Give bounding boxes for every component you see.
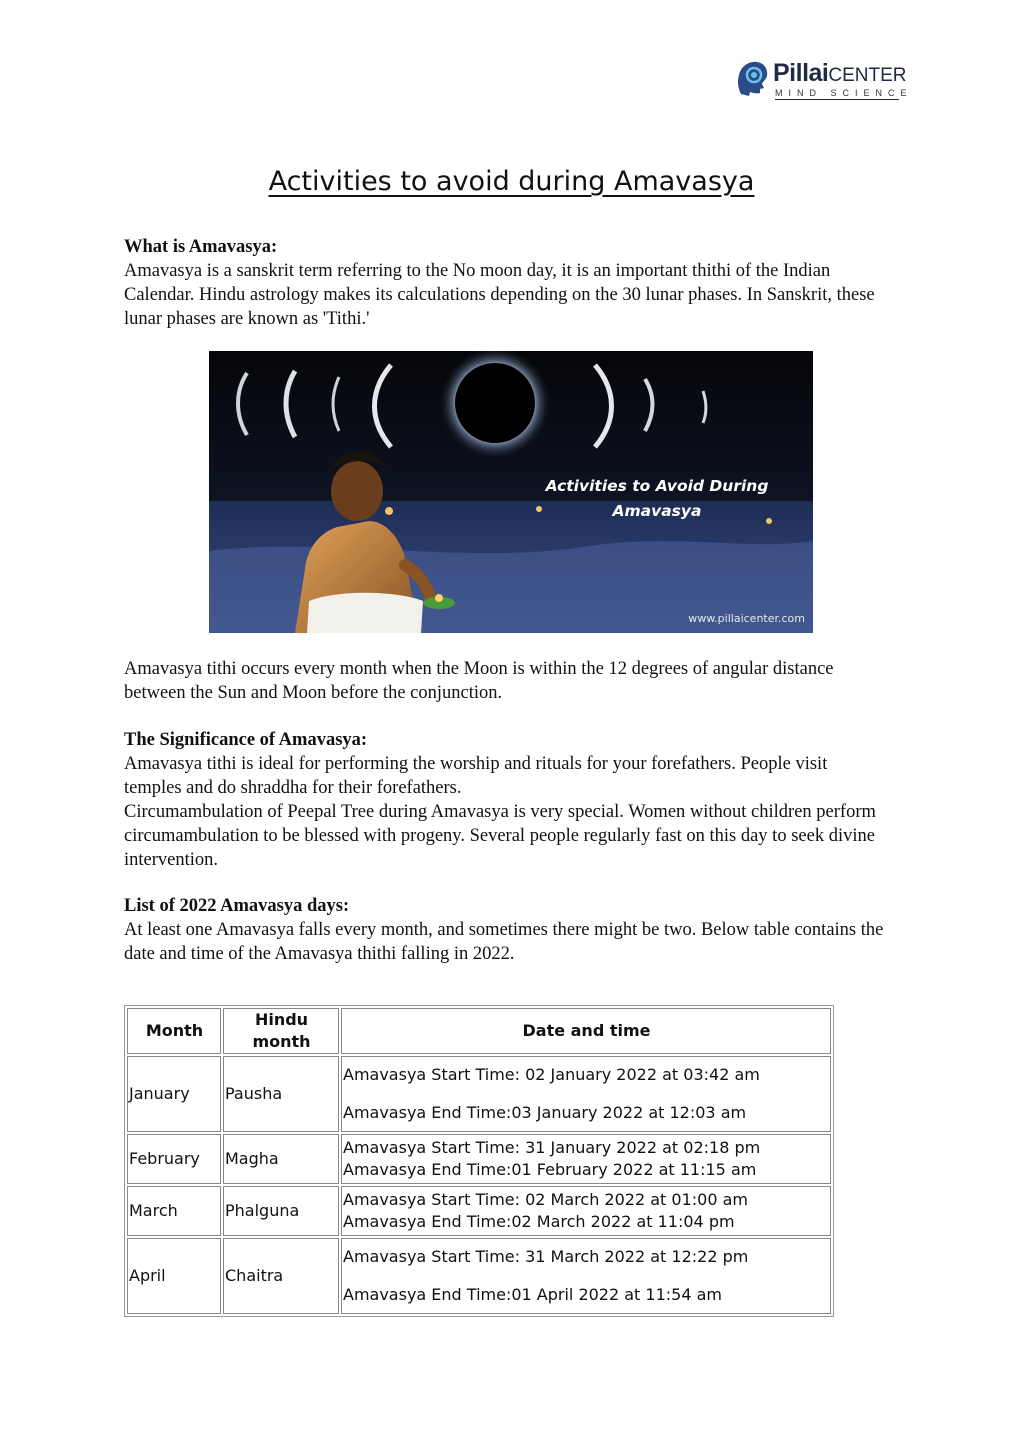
cell-hindu-month: Magha xyxy=(223,1134,339,1184)
occurs-section xyxy=(124,657,884,705)
list-2022-heading: List of 2022 Amavasya days: xyxy=(124,896,350,916)
hero-caption xyxy=(527,474,787,524)
logo-wordmark xyxy=(773,60,907,90)
start-time: Amavasya Start Time: 31 March 2022 at 12:22 pm xyxy=(343,1247,749,1266)
significance-section xyxy=(124,728,884,872)
cell-hindu-month: Phalguna xyxy=(223,1186,339,1236)
list-2022-body: At least one Amavasya falls every month, and sometimes there might be two. Below table contains the date and time of the Amavasya thithi falling in 2022. xyxy=(124,920,884,964)
what-is-section xyxy=(124,235,884,331)
table-row xyxy=(127,1238,831,1314)
cell-month: February xyxy=(127,1134,221,1184)
head-profile-icon xyxy=(735,58,769,98)
end-time: Amavasya End Time:03 January 2022 at 12:03 am xyxy=(343,1103,747,1122)
start-time: Amavasya Start Time: 31 January 2022 at 02:18 pm xyxy=(343,1138,761,1157)
hero-caption-line2: Amavasya xyxy=(612,502,702,520)
header-date-time: Date and time xyxy=(341,1008,831,1054)
cell-hindu-month: Chaitra xyxy=(223,1238,339,1314)
hero-caption-line1: Activities to Avoid During xyxy=(545,477,769,495)
significance-heading: The Significance of Amavasya: xyxy=(124,730,368,750)
what-is-heading: What is Amavasya: xyxy=(124,237,278,257)
cell-hindu-month: Pausha xyxy=(223,1056,339,1132)
header-hindu-month: Hindu month xyxy=(223,1008,339,1054)
occurs-body: Amavasya tithi occurs every month when the Moon is within the 12 degrees of angular distance between the Sun and Moon before the conjunction. xyxy=(124,659,834,703)
logo-brand-suffix: CENTER xyxy=(828,65,907,86)
significance-para1: Amavasya tithi is ideal for performing the worship and rituals for your forefathers. People visit temples and do shraddha for their forefathers. xyxy=(124,754,828,798)
hero-url: www.pillaicenter.com xyxy=(688,612,805,625)
significance-para2: Circumambulation of Peepal Tree during Amavasya is very special. Women without children perform circumambulation to be blessed with progeny. Several people regularly fast on this day to seek divine intervention. xyxy=(124,802,876,870)
table-header-row xyxy=(127,1008,831,1054)
logo-tagline: MIND SCIENCE xyxy=(775,88,913,98)
pillai-center-logo xyxy=(735,58,913,104)
cell-date-time xyxy=(341,1186,831,1236)
start-time: Amavasya Start Time: 02 March 2022 at 01:00 am xyxy=(343,1190,748,1209)
cell-month: April xyxy=(127,1238,221,1314)
cell-month: March xyxy=(127,1186,221,1236)
header-month: Month xyxy=(127,1008,221,1054)
amavasya-2022-table xyxy=(124,1005,834,1317)
cell-date-time xyxy=(341,1238,831,1314)
end-time: Amavasya End Time:01 April 2022 at 11:54 am xyxy=(343,1285,722,1304)
list-2022-section xyxy=(124,894,884,966)
hero-image xyxy=(209,351,813,633)
logo-brand: Pillai xyxy=(773,59,829,87)
table-row xyxy=(127,1186,831,1236)
start-time: Amavasya Start Time: 02 January 2022 at 03:42 am xyxy=(343,1065,760,1084)
table-row xyxy=(127,1056,831,1132)
cell-date-time xyxy=(341,1056,831,1132)
table-row xyxy=(127,1134,831,1184)
page-title: Activities to avoid during Amavasya xyxy=(268,166,755,197)
cell-month: January xyxy=(127,1056,221,1132)
cell-date-time xyxy=(341,1134,831,1184)
what-is-body: Amavasya is a sanskrit term referring to the No moon day, it is an important thithi of the Indian Calendar. Hindu astrology makes its calculations depending on the 30 lunar phases. In Sanskrit, these lunar phases are known as 'Tithi.' xyxy=(124,261,875,329)
end-time: Amavasya End Time:02 March 2022 at 11:04 pm xyxy=(343,1212,735,1231)
end-time: Amavasya End Time:01 February 2022 at 11:15 am xyxy=(343,1160,757,1179)
